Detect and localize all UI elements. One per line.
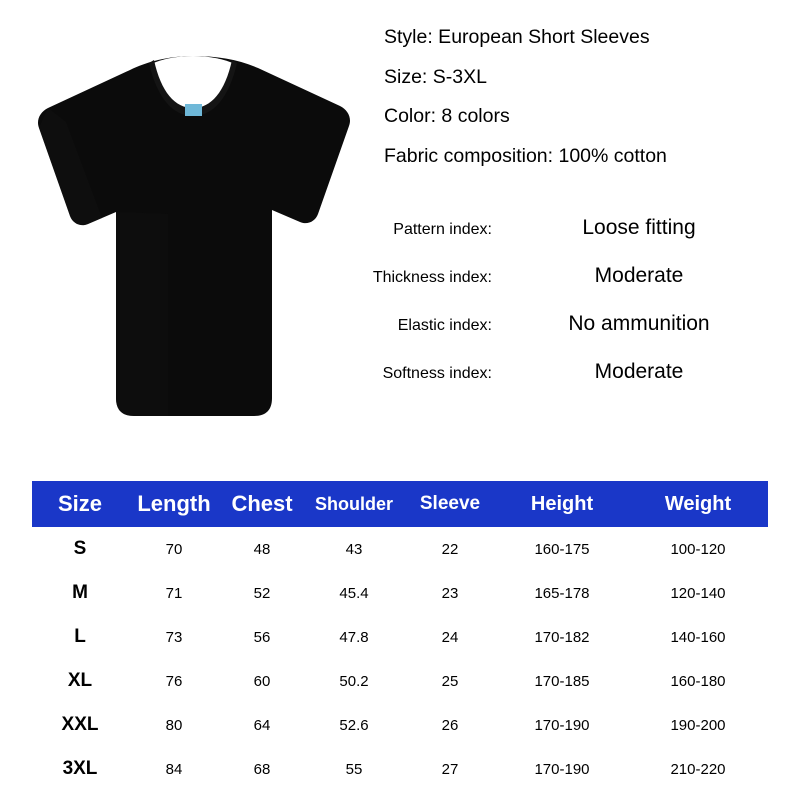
col-header-size: Size <box>57 491 103 516</box>
cell-size: XL <box>67 670 93 691</box>
table-row <box>32 615 768 659</box>
cell-length: 73 <box>165 628 183 646</box>
cell-weight: 160-180 <box>670 672 726 690</box>
index-value-thickness: Moderate <box>594 264 684 287</box>
table-row <box>32 703 768 747</box>
cell-weight: 190-200 <box>670 716 726 734</box>
cell-shoulder: 45.4 <box>339 584 369 602</box>
cell-size: L <box>74 626 86 647</box>
cell-length: 76 <box>165 672 183 690</box>
cell-size: M <box>72 582 88 603</box>
cell-chest: 52 <box>253 584 271 602</box>
table-row <box>32 527 768 571</box>
col-header-length: Length <box>137 491 211 516</box>
cell-length: 80 <box>165 716 183 734</box>
spec-size: Size: S-3XL <box>384 65 487 88</box>
index-value-pattern: Loose fitting <box>582 216 696 239</box>
spec-color: Color: 8 colors <box>384 105 510 127</box>
col-header-shoulder: Shoulder <box>314 493 393 514</box>
cell-height: 170-182 <box>534 628 590 646</box>
index-label-thickness: Thickness index: <box>372 269 492 286</box>
cell-shoulder: 55 <box>345 760 363 778</box>
col-header-height: Height <box>530 492 594 515</box>
cell-height: 170-190 <box>534 716 590 734</box>
cell-sleeve: 22 <box>441 540 459 558</box>
cell-chest: 68 <box>253 760 271 778</box>
spec-fabric: Fabric composition: 100% cotton <box>384 144 667 167</box>
index-row-softness <box>330 360 786 408</box>
tshirt-illustration <box>18 38 368 438</box>
cell-height: 170-185 <box>534 672 590 690</box>
cell-shoulder: 52.6 <box>339 716 369 734</box>
col-header-weight: Weight <box>664 492 732 515</box>
cell-chest: 64 <box>253 716 271 734</box>
cell-length: 70 <box>165 540 183 558</box>
spec-list <box>384 28 784 186</box>
cell-sleeve: 27 <box>441 760 459 778</box>
index-table <box>330 216 786 408</box>
cell-size: XXL <box>61 714 99 735</box>
cell-sleeve: 24 <box>441 628 459 646</box>
cell-shoulder: 43 <box>345 540 363 558</box>
cell-length: 84 <box>165 760 183 778</box>
cell-chest: 56 <box>253 628 271 646</box>
index-row-elastic <box>330 312 786 360</box>
index-value-elastic: No ammunition <box>568 312 710 335</box>
product-image <box>0 0 380 460</box>
cell-size: S <box>73 538 87 559</box>
cell-chest: 60 <box>253 672 271 690</box>
cell-chest: 48 <box>253 540 271 558</box>
index-value-softness: Moderate <box>594 360 684 383</box>
table-row <box>32 747 768 791</box>
cell-height: 160-175 <box>534 540 590 558</box>
col-header-sleeve: Sleeve <box>419 493 481 514</box>
spec-style: Style: European Short Sleeves <box>384 26 650 48</box>
cell-height: 170-190 <box>534 760 590 778</box>
cell-weight: 120-140 <box>670 584 726 602</box>
index-label-elastic: Elastic index: <box>397 317 492 334</box>
cell-height: 165-178 <box>534 584 590 602</box>
size-chart-table <box>32 481 768 791</box>
index-row-thickness <box>330 264 786 312</box>
table-row <box>32 571 768 615</box>
cell-sleeve: 26 <box>441 716 459 734</box>
table-row <box>32 659 768 703</box>
index-row-pattern <box>330 216 786 264</box>
index-label-pattern: Pattern index: <box>393 221 492 238</box>
index-label-softness: Softness index: <box>382 365 492 382</box>
cell-weight: 100-120 <box>670 540 726 558</box>
col-header-chest: Chest <box>231 491 293 516</box>
cell-weight: 140-160 <box>670 628 726 646</box>
cell-weight: 210-220 <box>670 760 726 778</box>
cell-length: 71 <box>165 584 183 602</box>
cell-shoulder: 50.2 <box>339 672 369 690</box>
cell-size: 3XL <box>62 758 98 779</box>
size-chart-header-row <box>32 481 768 527</box>
cell-sleeve: 23 <box>441 584 459 602</box>
cell-shoulder: 47.8 <box>339 628 369 646</box>
cell-sleeve: 25 <box>441 672 459 690</box>
